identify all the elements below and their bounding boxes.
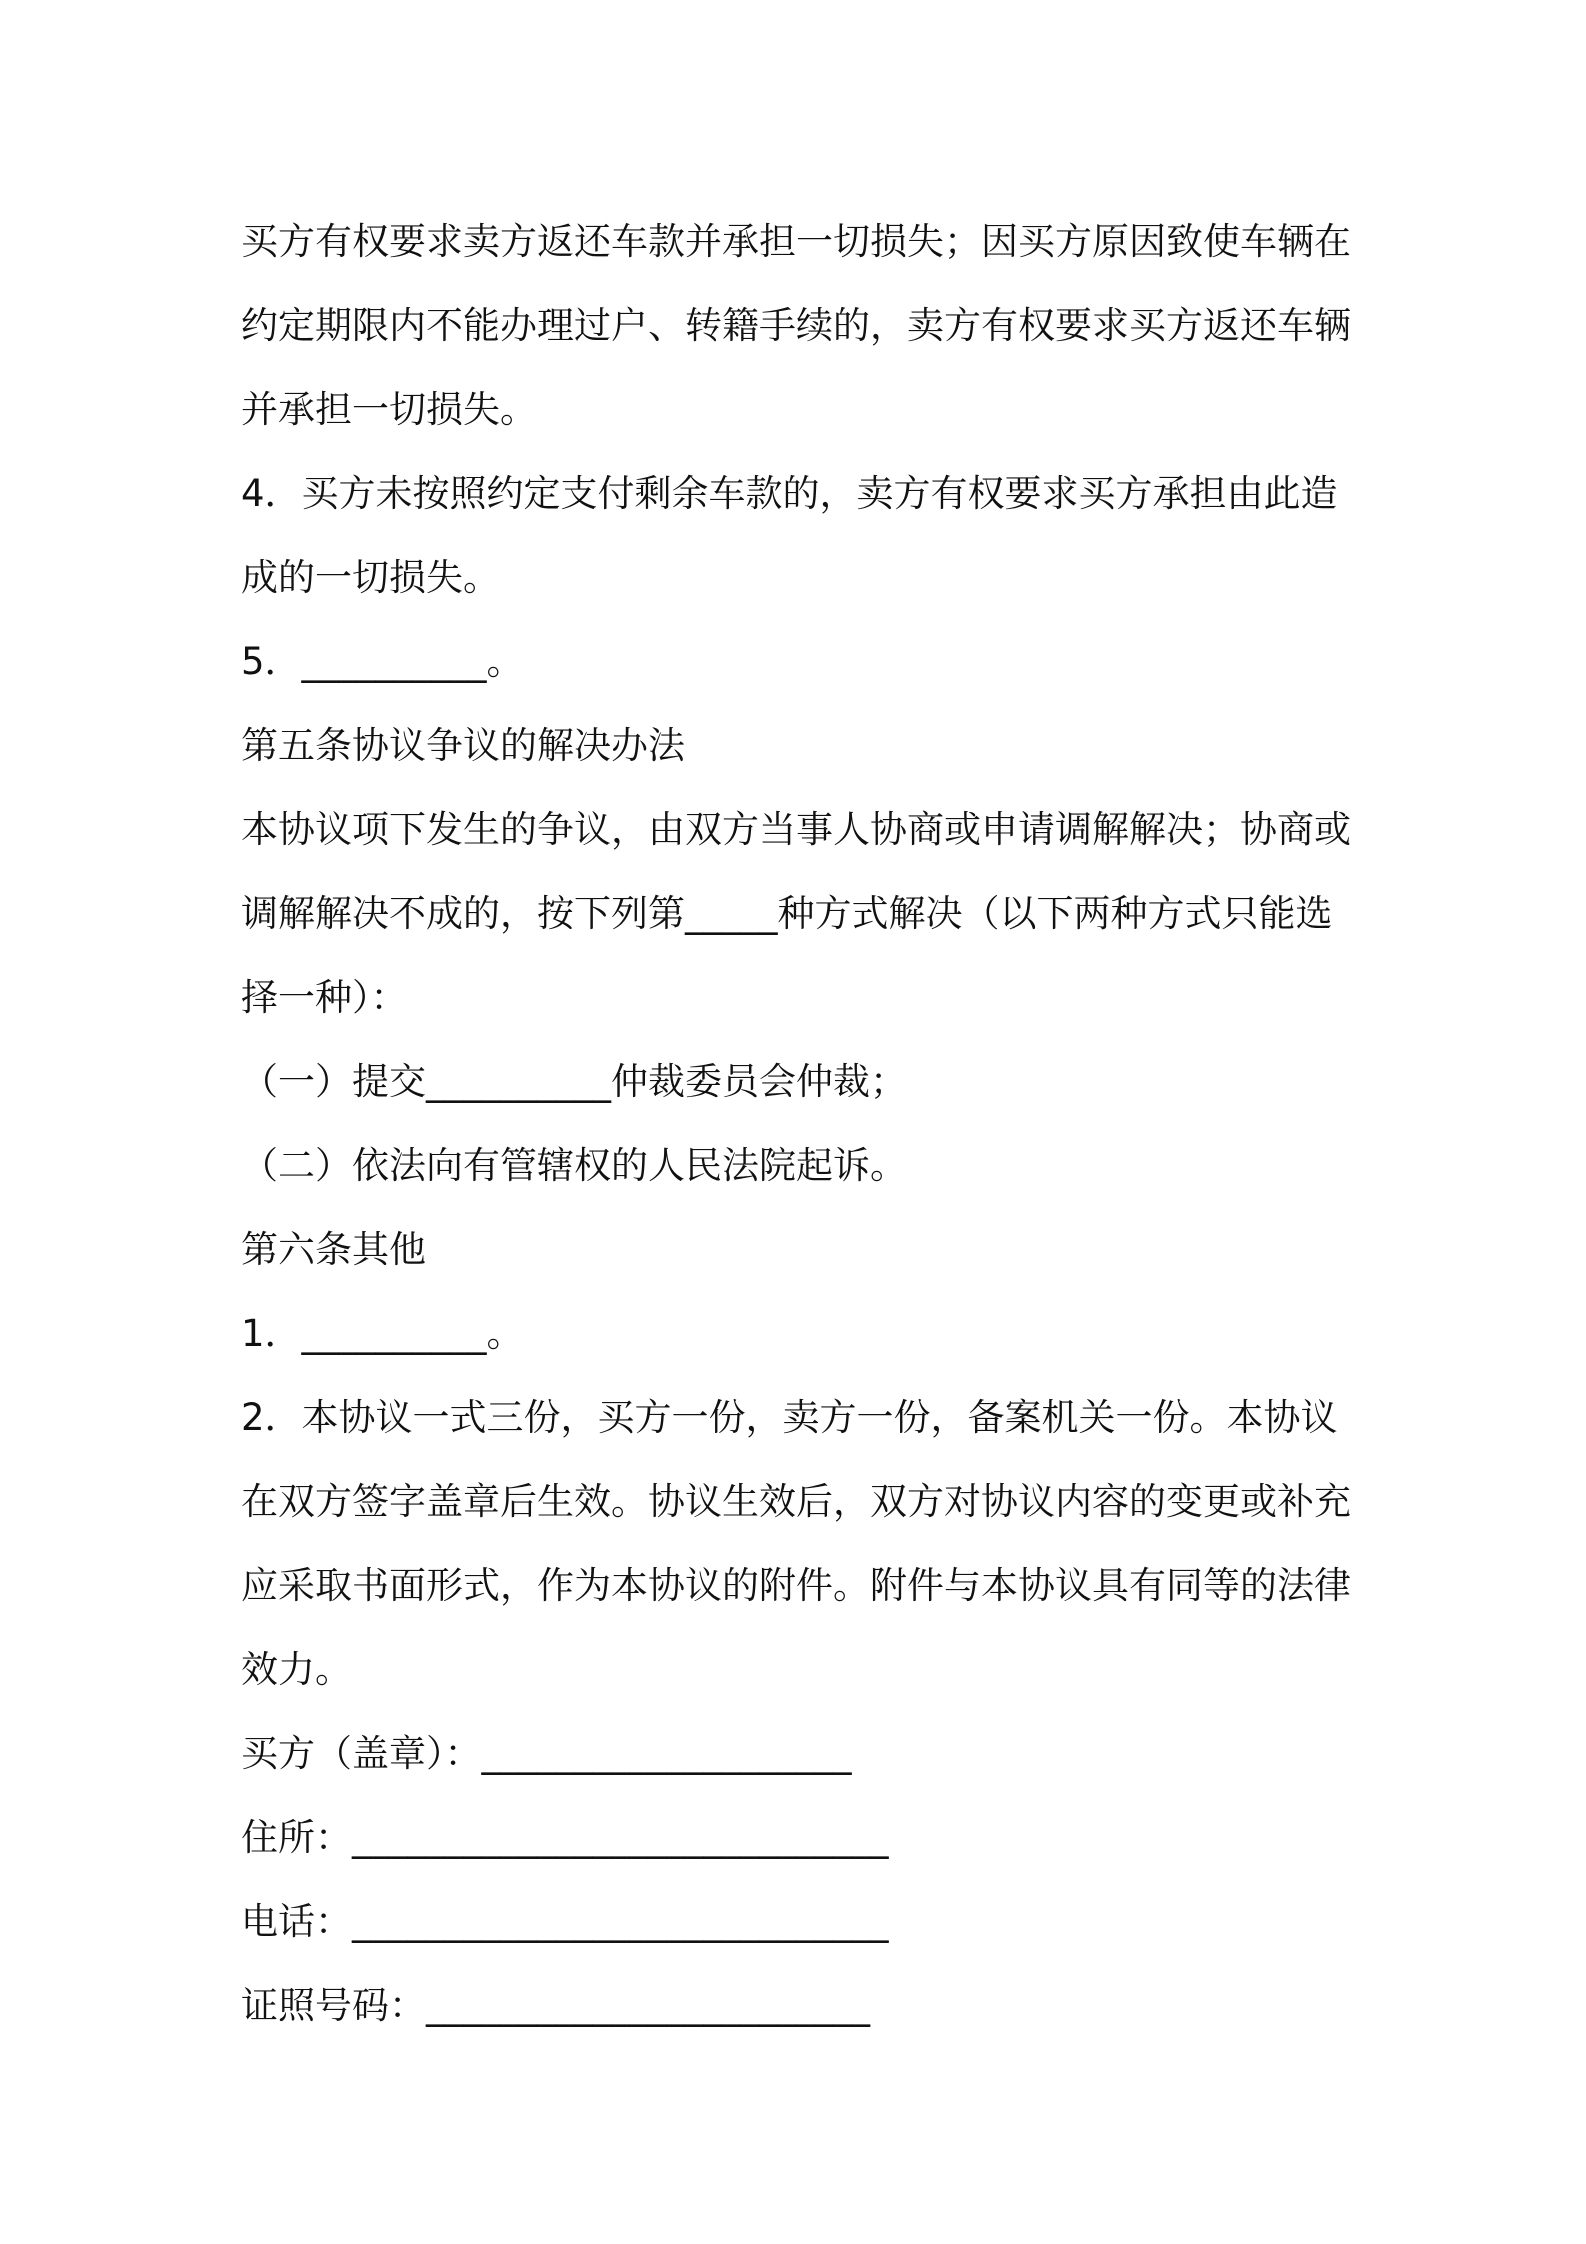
paragraph-line: 择一种）：: [241, 976, 408, 1019]
phone-field: 电话：_____________________________: [241, 1900, 889, 1943]
section-heading-article-6: 第六条其他: [241, 1228, 426, 1271]
clause-4-line: 4．买方未按照约定支付剩余车款的，卖方有权要求买方承担由此造: [241, 472, 1338, 515]
paragraph-line: 约定期限内不能办理过户、转籍手续的，卖方有权要求买方返还车辆: [241, 304, 1351, 347]
address-field: 住所：_____________________________: [241, 1816, 889, 1859]
buyer-seal-field: 买方（盖章）：____________________: [241, 1732, 852, 1775]
clause-4-line: 成的一切损失。: [241, 556, 500, 599]
option-arbitration-line: （一）提交__________仲裁委员会仲裁；: [241, 1060, 907, 1103]
paragraph-line: 本协议项下发生的争议，由双方当事人协商或申请调解解决；协商或: [241, 808, 1351, 851]
paragraph-line: 买方有权要求卖方返还车款并承担一切损失；因买方原因致使车辆在: [241, 220, 1351, 263]
clause-5-line: 5．__________。: [241, 640, 524, 683]
paragraph-line: 调解解决不成的，按下列第_____种方式解决（以下两种方式只能选: [241, 892, 1333, 935]
clause-2-line: 2．本协议一式三份，买方一份，卖方一份，备案机关一份。本协议: [241, 1396, 1338, 1439]
document-body: [241, 200, 1361, 2048]
clause-2-line: 效力。: [241, 1648, 352, 1691]
clause-2-line: 应采取书面形式，作为本协议的附件。附件与本协议具有同等的法律: [241, 1564, 1351, 1607]
section-heading-article-5: 第五条协议争议的解决办法: [241, 724, 685, 767]
clause-2-line: 在双方签字盖章后生效。协议生效后，双方对协议内容的变更或补充: [241, 1480, 1351, 1523]
clause-1-line: 1．__________。: [241, 1312, 524, 1355]
paragraph-line: 并承担一切损失。: [241, 388, 537, 431]
option-litigation-line: （二）依法向有管辖权的人民法院起诉。: [241, 1144, 907, 1187]
id-number-field: 证照号码：________________________: [241, 1984, 870, 2027]
